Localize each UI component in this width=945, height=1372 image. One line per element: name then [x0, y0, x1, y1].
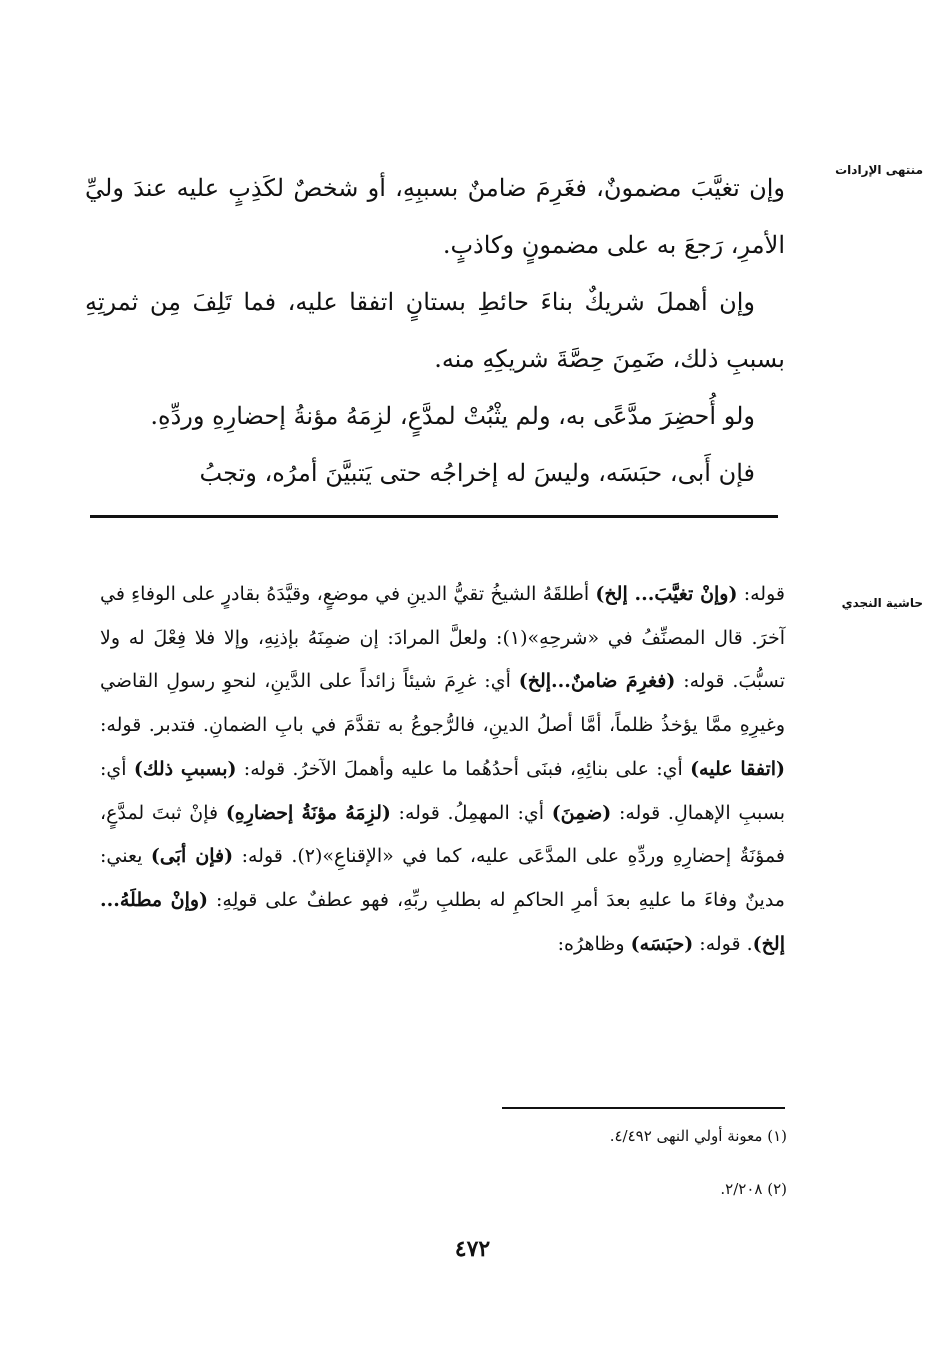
main-paragraph: وإن تغيَّبَ مضمونٌ، فغَرِمَ ضامنٌ بسببِهِ، أو شخصٌ لكَذِبٍ عليه عندَ وليِّ الأمرِ، رَجعَ به على مضمونٍ وكاذبٍ. [85, 174, 785, 259]
commentary-heading: (ضمِنَ) [551, 801, 612, 824]
commentary-heading: (وإنْ تغيَّبَ... إلخ) [595, 583, 738, 605]
commentary-text: أي: على بنائِهِ، فبنَى أحدُهُما ما عليه وأهملَ الآخرُ. قوله: [236, 757, 691, 780]
commentary-text: يعني: مدينٌ وفاءَ ما عليهِ بعدَ أمرِ الحاكمِ له بطلبِ ربِّهِ، فهو عطفٌ على قولِهِ: [100, 845, 785, 911]
main-paragraph: ولو أُحضِرَ مدَّعًى به، ولم يثْبُتْ لمدَّعٍ، لزِمَهُ مؤنةُ إحضارِهِ وردِّهِ. [150, 402, 755, 430]
commentary-text: قوله: [737, 583, 785, 605]
commentary-heading: (وإنْ مطلَهُ... إلخ) [100, 888, 785, 955]
commentary-heading: (اتفقا عليه) [690, 757, 786, 780]
footnote-1: (١) معونة أولي النهى ٤/٤٩٢. [609, 1127, 787, 1145]
commentary-heading: (لزِمَهُ مؤنَةُ إحضارِهِ) [225, 801, 391, 824]
main-paragraph: فإن أَبى، حبَسَه، وليسَ له إخراجُه حتى يَتبيَّنَ أمرُه، وتجبُ [199, 459, 755, 487]
commentary-text: فإنْ ثبتَ لمدَّعٍ، فمؤنَةُ إحضارِهِ وردِّهِ على المدَّعَى عليه، كما في «الإقناعِ»(٢). قوله: [100, 801, 786, 868]
commentary-heading: (فغرِمَ ضامنٌ...إلخ) [518, 670, 676, 693]
margin-label-commentary: حاشية النجدي [841, 596, 923, 610]
commentary-heading: (حبَسَه) [630, 932, 694, 955]
main-paragraph: وإن أهملَ شريكٌ بناءَ حائطِ بستانٍ اتفقا عليه، فما تَلِفَ مِن ثمرتِهِ بسببِ ذلك، ضَمِنَ حِصَّةَ شريكِهِ منه. [85, 288, 785, 373]
commentary-block [100, 573, 785, 966]
margin-label-main-text: منتهى الإرادات [835, 163, 923, 177]
commentary-heading: (بسببِ ذلك) [133, 757, 237, 780]
commentary-text: أي: المهمِلُ. قوله: [390, 801, 552, 824]
commentary-text: . قوله: [693, 932, 753, 955]
main-text-block [85, 160, 785, 502]
page-number: ٤٧٢ [454, 1236, 491, 1262]
commentary-text: أي: غرِمَ شيئاً زائداً على الدَّينِ، لنحوِ رسولِ القاضي وغيرِهِ ممَّا يؤخذُ ظلماً، أمَّا أصلُ الدينِ، فالرُّجوعُ به تقدَّمَ في بابِ الضمانِ. فتدبر. قوله: [100, 670, 785, 737]
commentary-text: أي: بسببِ الإهمالِ. قوله: [100, 757, 785, 824]
commentary-heading: (فإن أبَى) [150, 845, 234, 868]
commentary-text: وظاهرُه: [557, 932, 631, 955]
commentary-text: أطلقَهُ الشيخُ تقيُّ الدينِ في موضعٍ، وقيَّدَهُ بقادرٍ على الوفاءِ في آخرَ. قال المصنِّفُ في «شرحِهِ»(١): ولعلَّ المرادَ: إن ضمِنَهُ بإذنِهِ، وإلا فلا فِعْلَ له ولا تسبُّبَ. قوله: [100, 583, 786, 693]
footnote-divider [502, 1107, 785, 1109]
footnote-2: (٢) ٢/٢٠٨. [720, 1180, 787, 1198]
section-divider [90, 515, 778, 518]
